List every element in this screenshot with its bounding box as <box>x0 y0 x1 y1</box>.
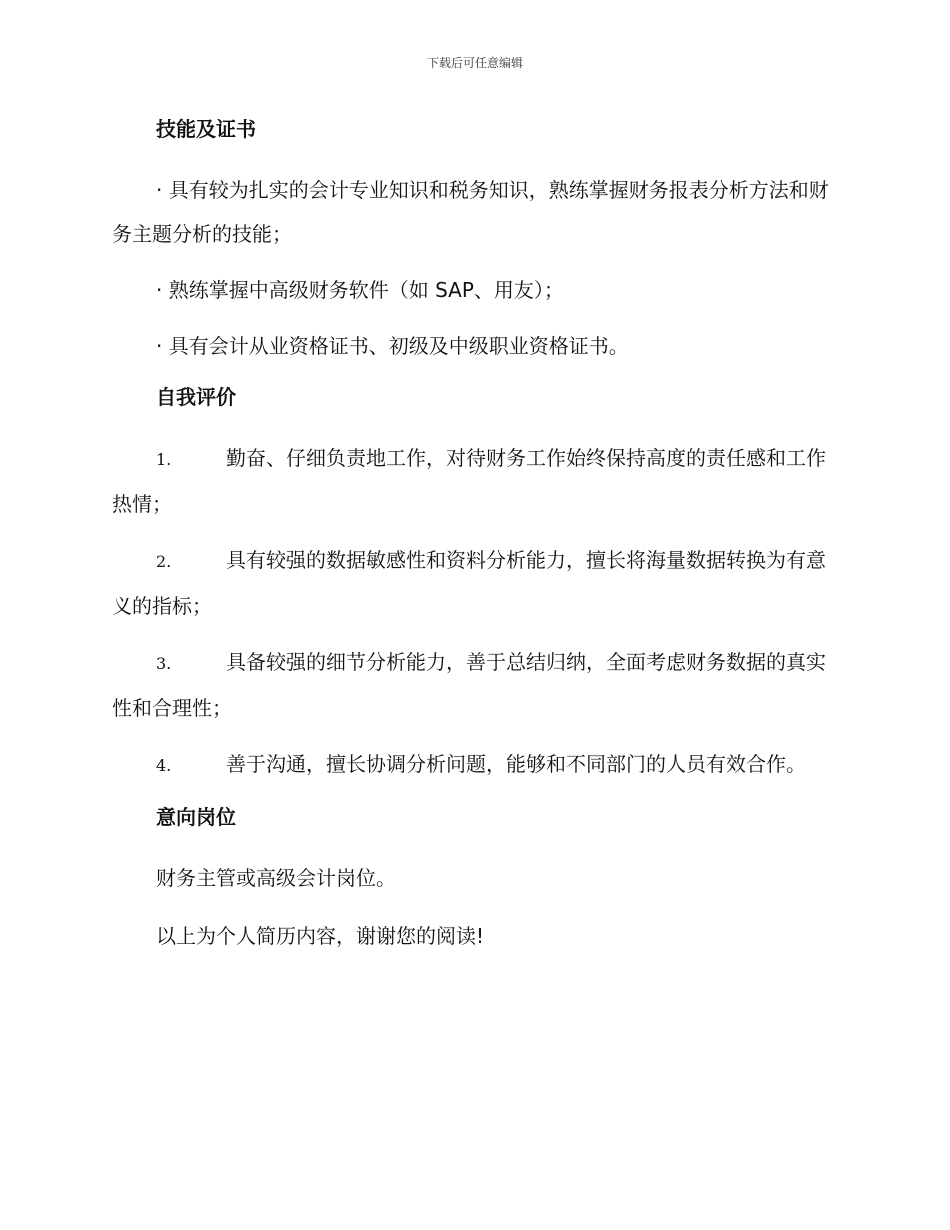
item-number: 4. <box>156 756 172 775</box>
self-eval-item-4 <box>112 742 836 788</box>
skills-heading: 技能及证书 <box>156 117 256 141</box>
skills-item-3: · 具有会计从业资格证书、初级及中级职业资格证书。 <box>156 334 629 358</box>
self-eval-item-2 <box>112 538 836 628</box>
skills-item-2: · 熟练掌握中高级财务软件（如 SAP、用友）； <box>156 278 564 302</box>
item-text: 勤奋、仔细负责地工作，对待财务工作始终保持高度的责任感和工作热情； <box>112 446 826 516</box>
item-text: 善于沟通，擅长协调分析问题，能够和不同部门的人员有效合作。 <box>226 752 806 776</box>
position-heading: 意向岗位 <box>156 805 236 829</box>
skills-item-1: · 具有较为扎实的会计专业知识和税务知识，熟练掌握财务报表分析方法和财务主题分析的技能； <box>112 178 829 246</box>
item-number: 3. <box>156 654 172 673</box>
closing-text: 以上为个人简历内容，谢谢您的阅读! <box>156 924 485 948</box>
self-eval-item-3 <box>112 640 836 730</box>
item-text: 具有较强的数据敏感性和资料分析能力，擅长将海量数据转换为有意义的指标； <box>112 548 826 618</box>
header-note: 下载后可任意编辑 <box>426 56 523 70</box>
item-number: 2. <box>156 552 172 571</box>
self-eval-item-1 <box>112 436 836 526</box>
position-text: 财务主管或高级会计岗位。 <box>156 866 396 890</box>
item-text: 具备较强的细节分析能力，善于总结归纳，全面考虑财务数据的真实性和合理性； <box>112 650 826 720</box>
self-eval-heading: 自我评价 <box>156 385 236 409</box>
resume-content <box>112 112 836 972</box>
item-number: 1. <box>156 450 172 469</box>
